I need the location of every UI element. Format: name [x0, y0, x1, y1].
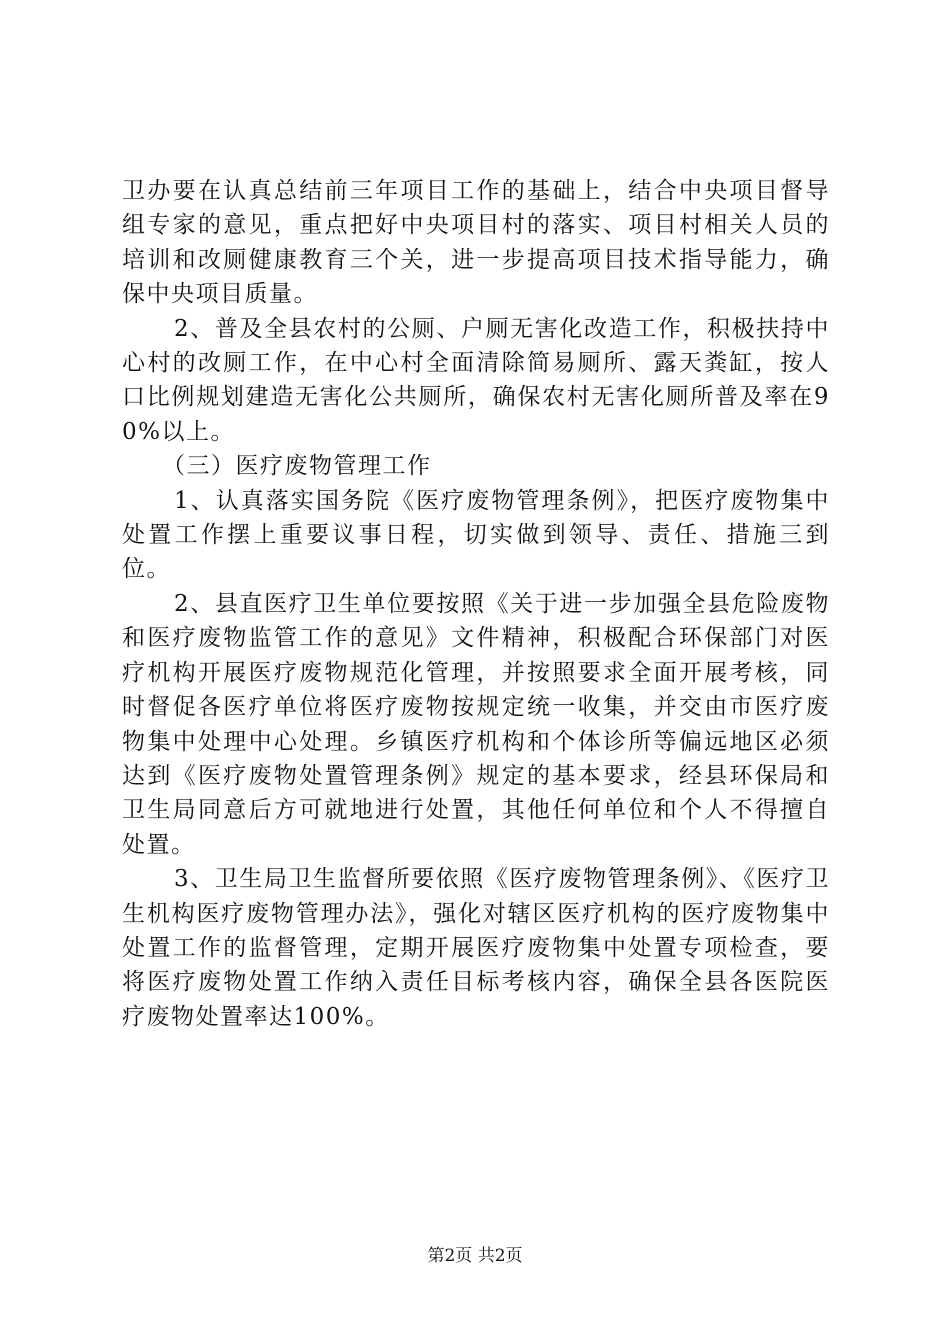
page-footer: 第2页 共2页: [427, 1246, 523, 1266]
paragraph-item-3-waste: 3、卫生局卫生监督所要依照《医疗废物管理条例》、《医疗卫生机构医疗废物管理办法》，强化对辖区医疗机构的医疗废物集中处置工作的监督管理，定期开展医疗废物集中处置专项检查，要将医疗废物处置工作纳入责任目标考核内容，确保全县各医院医疗废物处置率达100%。: [122, 866, 830, 1030]
paragraph-item-2-toilet: 2、普及全县农村的公厕、户厕无害化改造工作，积极扶持中心村的改厕工作，在中心村全面清除简易厕所、露天粪缸，按人口比例规划建造无害化公共厕所，确保农村无害化厕所普及率在90%以上。: [122, 315, 830, 445]
paragraph-continuation: 卫办要在认真总结前三年项目工作的基础上，结合中央项目督导组专家的意见，重点把好中央项目村的落实、项目村相关人员的培训和改厕健康教育三个关，进一步提高项目技术指导能力，确保中央项目质量。: [122, 178, 830, 308]
section-heading-medical-waste: （三）医疗废物管理工作: [162, 453, 432, 480]
paragraph-item-1-waste: 1、认真落实国务院《医疗废物管理条例》，把医疗废物集中处置工作摆上重要议事日程，切实做到领导、责任、措施三到位。: [122, 487, 830, 583]
paragraph-item-2-waste: 2、县直医疗卫生单位要按照《关于进一步加强全县危险废物和医疗废物监管工作的意见》文件精神，积极配合环保部门对医疗机构开展医疗废物规范化管理，并按照要求全面开展考核，同时督促各医疗单位将医疗废物按规定统一收集，并交由市医疗废物集中处理中心处理。乡镇医疗机构和个体诊所等偏远地区必须达到《医疗废物处置管理条例》规定的基本要求，经县环保局和卫生局同意后方可就地进行处置，其他任何单位和个人不得擅自处置。: [122, 590, 830, 858]
document-body: [122, 174, 830, 1034]
